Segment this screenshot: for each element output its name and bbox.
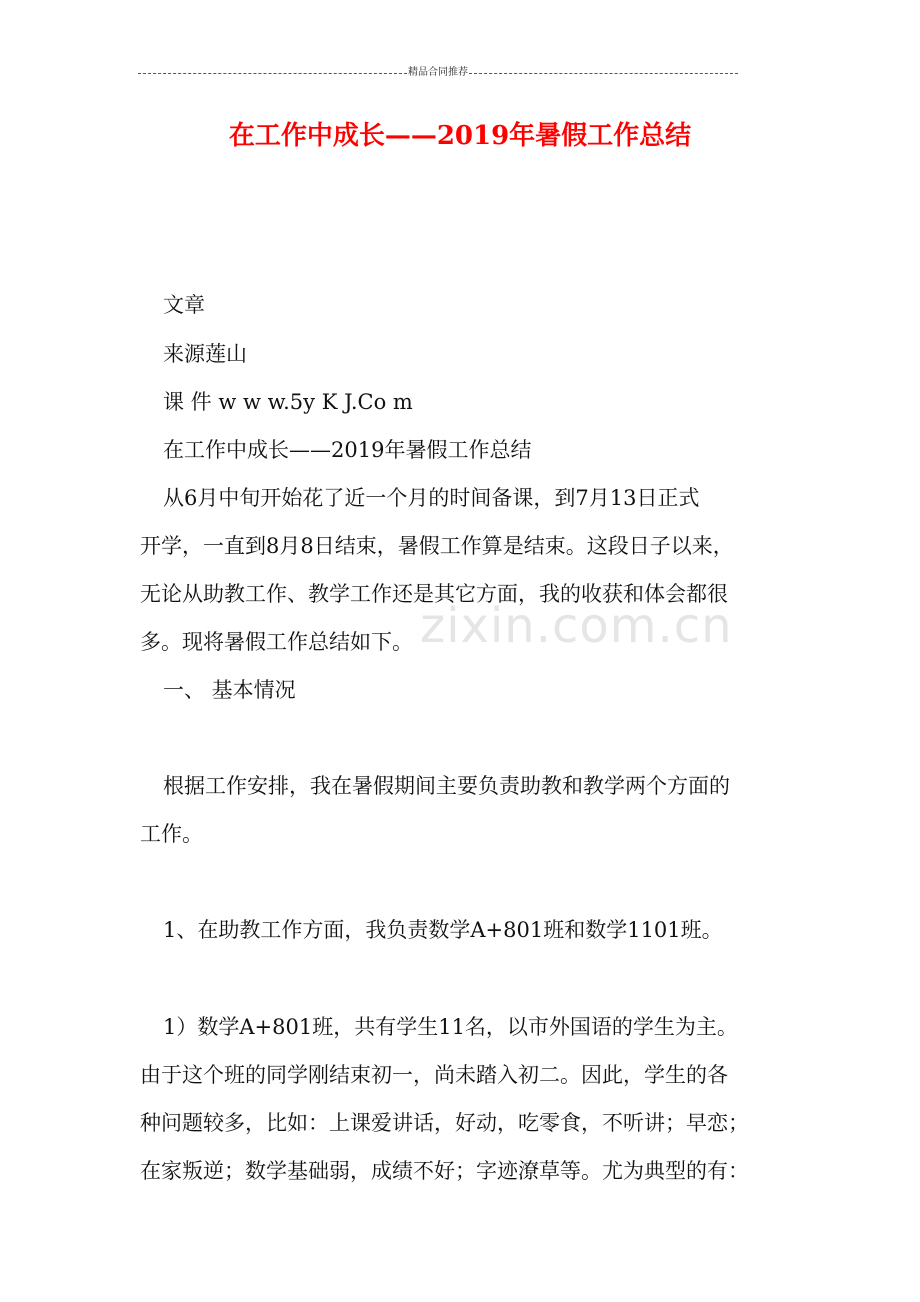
header-rule (138, 66, 738, 80)
header-dash-right (469, 73, 738, 74)
text-line: 工作。 (140, 822, 203, 846)
text-line: 从6月中旬开始花了近一个月的时间备课，到7月13日正式 (163, 486, 700, 510)
text-line: 开学，一直到8月8日结束，暑假工作算是结束。这段日子以来， (140, 534, 734, 558)
text-line: 文章 (163, 293, 205, 317)
document-title: 在工作中成长——2019年暑假工作总结 (228, 121, 692, 151)
header-label: 精品合同推荐 (408, 67, 468, 78)
text-line: 种问题较多，比如：上课爱讲话，好动，吃零食，不听讲；早恋； (140, 1111, 749, 1135)
text-line: 1、在助教工作方面，我负责数学A+801班和数学1101班。 (163, 918, 723, 942)
text-line: 在家叛逆；数学基础弱，成绩不好；字迹潦草等。尤为典型的有： (140, 1159, 749, 1183)
section-heading: 一、 基本情况 (163, 678, 296, 702)
header-dash-left (138, 73, 407, 74)
watermark: zixin.com.cn (420, 598, 733, 654)
text-line: 来源莲山 (163, 342, 247, 366)
text-line: 无论从助教工作、教学工作还是其它方面，我的收获和体会都很 (140, 582, 728, 606)
text-line: 1）数学A+801班，共有学生11名，以市外国语的学生为主。 (163, 1015, 738, 1039)
text-line: 根据工作安排，我在暑假期间主要负责助教和教学两个方面的 (163, 774, 730, 798)
text-line: 多。现将暑假工作总结如下。 (140, 630, 413, 654)
text-line: 在工作中成长——2019年暑假工作总结 (163, 438, 532, 462)
text-line: 课 件 w w w.5y K J.Co m (163, 390, 413, 414)
text-line: 由于这个班的同学刚结束初一，尚未踏入初二。因此，学生的各 (140, 1063, 728, 1087)
